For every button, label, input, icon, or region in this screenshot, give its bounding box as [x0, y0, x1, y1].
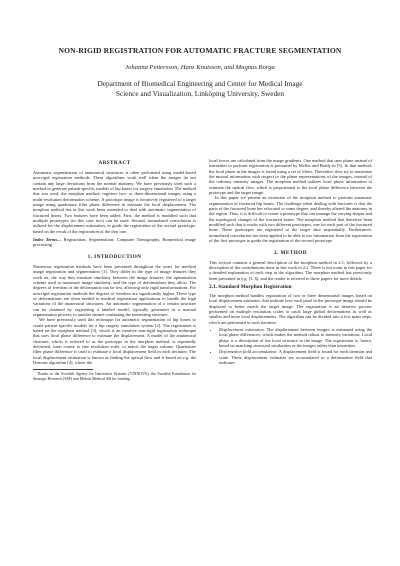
- list-item: [219, 349, 372, 365]
- footnote: Thanks to the Swedish Agency for Innovation Systems (VINNOVA), the Swedish Foundation for Strategic Research (SSF) and Melerit Medical AB for funding.: [33, 372, 196, 382]
- index-terms-label: Index Terms—: [33, 237, 62, 243]
- intro-continued-paragraph-2: In this paper we present an extension of the morphon method to perform automatic segmentation of fractured hip bones. The challenge when dealing with fractures is that the parts of the fractured bone has relocated to some degree, and thereby altered the anatomy in the region. Thus, it is difficult to create a prototype that can manage the varying shapes and the topological changes of the fractured bones. The morphon method that therefore been modified such that it works with two different prototypes, one for each part of the fractured bone. These prototypes are registered to the target data sequentially. Furthermore, normalized convolution has been applied to be able to use information from the registration of the first prototype to guide the registration of the second prototype.: [209, 195, 372, 244]
- list-item-text: The displacement between images is estimated using the local phase differences, which makes the method robust to intensity variations. Local phase is a description of the local structure in the image. The registration is, hence, based on matching structural similarities in the images rather than intensities.: [219, 326, 372, 348]
- abstract-heading: ABSTRACT: [98, 160, 131, 166]
- footnote-divider: [33, 369, 93, 370]
- left-column: [33, 160, 196, 382]
- paper-title: NON-RIGID REGISTRATION FOR AUTOMATIC FRACTURE SEGMENTATION: [58, 46, 342, 55]
- intro-continued-paragraph-1: local forces are calculated from the image gradients. One method that uses phase instead of intensities to perform registration is presented by Mellor and Brady in [5]. In that method, the local phase in the images is found using a set of filters. Thereafter, they try to maximize the mutual information with respect to the phase representations of the images, instead of the ordinary intensity images. The morphon method utilizes local phase information to estimate the optical flow, which is proportional to the local phase difference between the prototype and the target image.: [209, 158, 372, 196]
- list-item-label: Deformation field accumulation.: [219, 349, 278, 355]
- introduction-paragraph-1: Numerous registration methods have been presented throughout the years for medical image registration and segmentation [1]. They differ in the type of image features they work on, the way they measure similarity between the image features, the optimization scheme used to maximize image similarity, and the type of deformations they allow. The degrees of freedom of the deformation can be low, allowing only rigid transformations. For non-rigid registration methods the degrees of freedom are significantly higher. These type of deformations are often needed in medical registration applications to handle the high variations of the anatomical structures. An automatic segmentation of a certain structure can be obtained by registering a labeled model, typically generated in a manual segmentation process, to another dataset containing the interesting structure.: [33, 263, 196, 317]
- introduction-heading: 1. INTRODUCTION: [87, 253, 142, 260]
- list-item: [219, 327, 372, 348]
- index-terms-text: Registration, Segmentation, Computer Tomography, Biomedical image processing: [33, 237, 196, 248]
- index-terms: [33, 237, 196, 248]
- subsection-heading: 2.1. Standard Morphon Registration: [209, 283, 292, 290]
- method-steps-list: [209, 327, 372, 365]
- affiliation-line-1: Department of Biomedical Engineering and Center for Medical Image: [97, 79, 303, 88]
- list-item-label: Displacement estimation.: [219, 326, 265, 332]
- abstract-text: Automatic segmentation of anatomical structures is often performed using model-based non-rigid registration methods. These algorithms work well when the images do not contain any large deviations from the normal anatomy. We have previously used such a method to generate patient specific models of hip bones for surgery simulation. The method that was used, the morphon method, registers two- or three-dimensional images using a multi-resolution deformation scheme. A prototype image is iteratively registered to a target image using quadrature filter phase difference to estimate the local displacement. The morphon method has in this work been extended to deal with automatic segmentation of fractured bones. Two features have been added. First, the method is modified such that multiple prototypes (in this case two) can be used. Second, normalized convolution is utilized for the displacement estimation, to guide the registration of the second prototype, based on the result of the registration of the first one.: [33, 170, 196, 234]
- right-column: [209, 158, 372, 366]
- method-paragraph-2: The morphon method handles registration of two or three dimensional images based on local displacement estimates, that indicate how each pixel in the prototype image should be displaced to better match the target image. The registration is an iterative process performed on multiple resolution scales to catch large global deformations as well as smaller and more local displacements. The algorithm can be divided into a few main steps, which are performed in each iteration:: [209, 292, 372, 325]
- paper-affiliation: [0, 79, 400, 99]
- affiliation-line-2: Science and Visualization, Linköping University, Sweden: [115, 89, 285, 98]
- introduction-paragraph-2: We have previously used this technique for automatic segmentation of hip bones to create patient specific models for a hip surgery simulation system [2]. The registration is based on the morphon method [3], which is an iterative non-rigid registration technique that uses local phase difference to estimate the displacement. A model of the anatomical structure, which is referred to as the prototype in the morphon method, is repeatedly deformed, from coarse to fine resolution scale, to match the target volume. Quadrature filter phase difference is used to estimate a local displacement field in each iteration. The local displacement estimation is known as finding the optical flow and is based on e.g. the Demons algorithm [4], where the: [33, 317, 196, 365]
- paper-authors: Johanna Pettersson, Hans Knutsson, and Magnus Borga: [125, 64, 275, 71]
- list-item-text: A displacement field is found for each iteration and scale. These displacement estimates are accumulated to a deformation field that indicates: [219, 349, 372, 365]
- method-heading: 2. METHOD: [273, 249, 308, 256]
- method-paragraph-1: This section contains a general description of the morphon method in 2.1, followed by a description of the contributions done in this work in 2.2. There is not room in this paper for a detailed explanation of each step in the algorithm. The morphon method has previously been presented in e.g. [3, 6], and the reader is referred to these papers for more details.: [209, 259, 372, 281]
